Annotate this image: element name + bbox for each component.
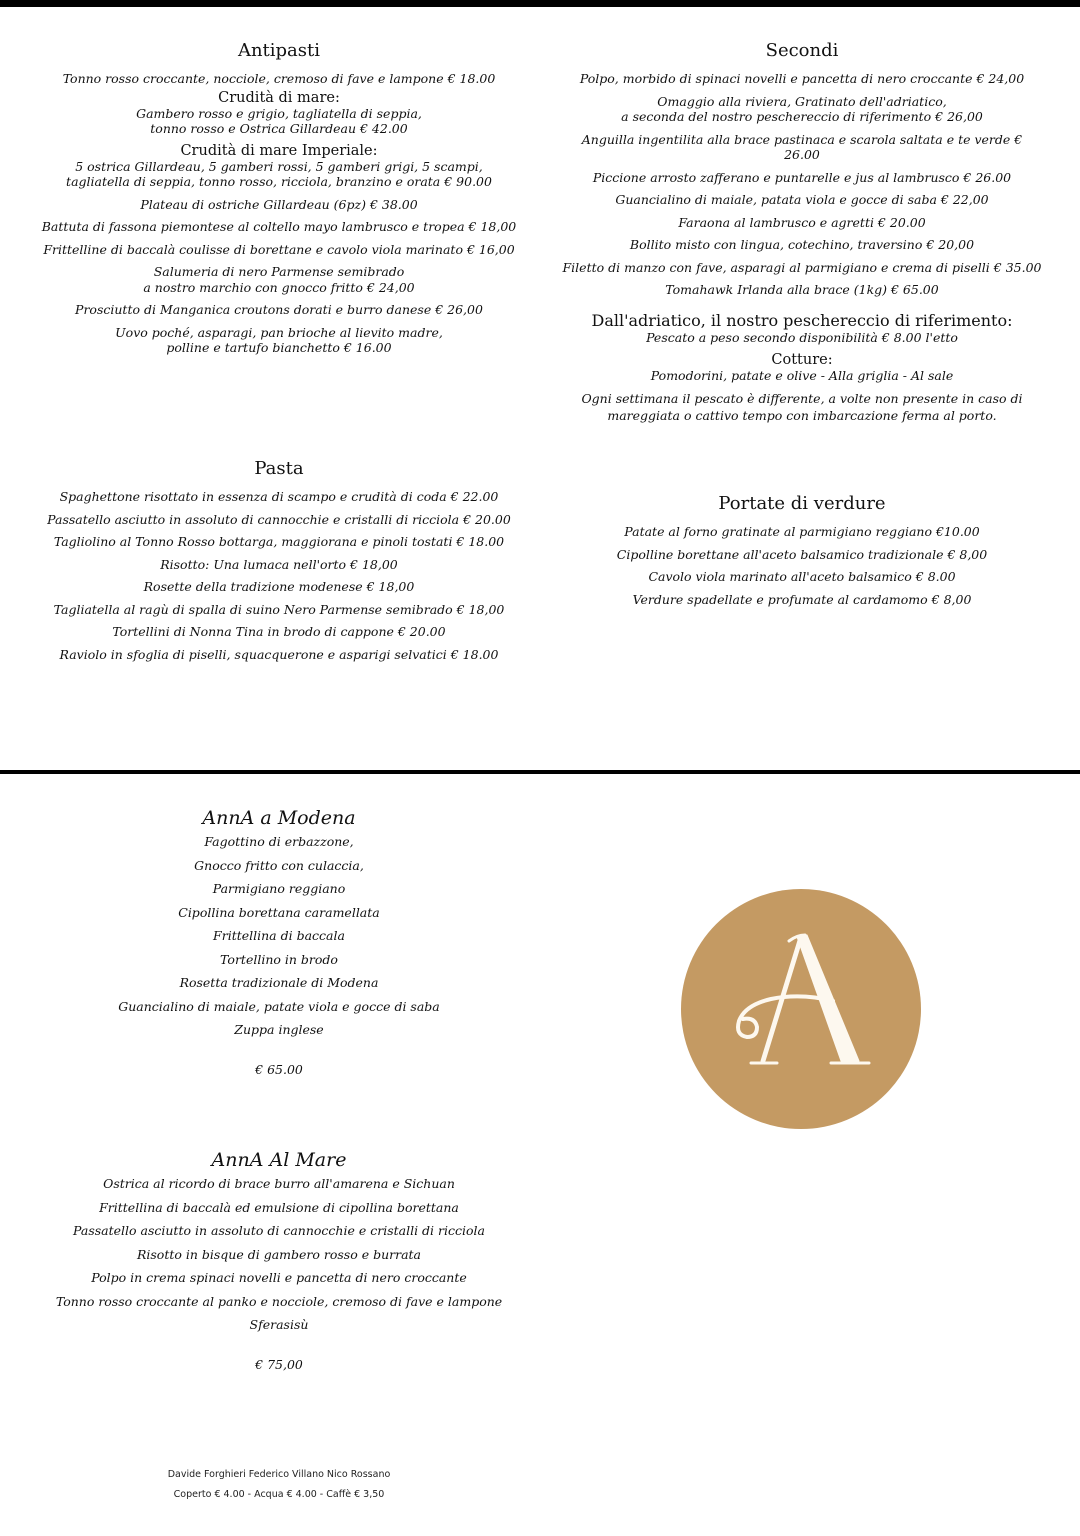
pasta-title: Pasta: [254, 458, 304, 479]
antipasti-section: [40, 40, 518, 356]
menu-item: Filetto di manzo con fave, asparagi al parmigiano e crema di piselli € 35.00: [562, 259, 1042, 275]
crudita-title: Crudità di mare:: [218, 89, 340, 106]
adriatico-title: Dall'adriatico, il nostro peschereccio di riferimento:: [591, 311, 1013, 330]
middle-divider: [0, 770, 1080, 774]
footer: [40, 1469, 518, 1500]
menu-item: Tagliolino al Tonno Rosso bottarga, maggiorana e pinoli tostati € 18.00: [53, 534, 505, 549]
pescato-price: Pescato a peso secondo disponibilità € 8.00 l'etto: [646, 330, 958, 345]
menu-item: Frittellina di baccalà ed emulsione di cipollina borettana: [99, 1199, 459, 1215]
menu-item: Piccione arrosto zafferano e puntarelle e jus al lambrusco € 26.00: [592, 169, 1012, 185]
letter-a-logo-icon: [681, 889, 921, 1129]
menu-item: Faraona al lambrusco e agretti € 20.00: [678, 214, 926, 230]
menu-item: Anguilla ingentilita alla brace pastinaca e scarola saltata e te verde € 26.00: [581, 131, 1023, 162]
menu-item: Tortellino in brodo: [220, 951, 338, 967]
menu-item: Gnocco fritto con culaccia,: [194, 857, 364, 873]
menu-item: Plateau di ostriche Gillardeau (6pz) € 38.00: [140, 196, 418, 212]
menu-item: Frittelline di baccalà coulisse di borettane e cavolo viola marinato € 16,00: [43, 241, 515, 257]
anna-mare-title: AnnA Al Mare: [211, 1149, 347, 1171]
menu-item: Parmigiano reggiano: [212, 881, 346, 896]
menu-item-line: Salumeria di nero Parmense semibrado: [153, 264, 405, 279]
extras-prices: Coperto € 4.00 - Acqua € 4.00 - Caffè € 3,50: [173, 1489, 385, 1500]
menu-item: Tonno rosso croccante, nocciole, cremoso di fave e lampone € 18.00: [62, 71, 496, 86]
menu-item-line: a seconda del nostro peschereccio di riferimento € 26,00: [621, 109, 983, 124]
menu-item: Cipolline borettane all'aceto balsamico tradizionale € 8,00: [616, 546, 988, 562]
anna-modena-title: AnnA a Modena: [202, 807, 356, 829]
menu-item-line: 5 ostrica Gillardeau, 5 gamberi rossi, 5 gamberi grigi, 5 scampi,: [75, 158, 483, 174]
top-divider: [0, 0, 1080, 7]
menu-item: Polpo in crema spinaci novelli e pancetta di nero croccante: [91, 1270, 467, 1285]
menu-item: Zuppa inglese: [234, 1022, 324, 1037]
menu-item: Passatello asciutto in assoluto di cannocchie e cristalli di ricciola: [73, 1223, 485, 1238]
menu-item: Cavolo viola marinato all'aceto balsamico € 8.00: [648, 569, 956, 584]
menu-item: Risotto: Una lumaca nell'orto € 18,00: [160, 556, 398, 572]
menu-item: Tomahawk Irlanda alla brace (1kg) € 65.00: [665, 282, 939, 297]
menu-item: Rosette della tradizione modenese € 18,00: [143, 579, 415, 594]
chefs-names: Davide Forghieri Federico Villano Nico Rossano: [167, 1469, 391, 1480]
menu-item: Frittellina di baccala: [213, 928, 345, 943]
cotture-list: Pomodorini, patate e olive - Alla griglia - Al sale: [650, 367, 954, 383]
menu-item: Ostrica al ricordo di brace burro all'amarena e Sichuan: [103, 1176, 455, 1191]
menu-item: Sferasisù: [249, 1317, 309, 1332]
antipasti-title: Antipasti: [237, 40, 321, 61]
menu-price: € 65.00: [255, 1061, 303, 1077]
menu-item: Polpo, morbido di spinaci novelli e pancetta di nero croccante € 24,00: [579, 71, 1025, 86]
menu-item-line: Uovo poché, asparagi, pan brioche al lievito madre,: [115, 324, 443, 340]
menu-item: Tagliatella al ragù di spalla di suino Nero Parmense semibrado € 18,00: [53, 601, 505, 617]
menu-item: Patate al forno gratinate al parmigiano reggiano €10.00: [624, 524, 980, 539]
pasta-section: [40, 458, 518, 662]
menu-item: Bollito misto con lingua, cotechino, traversino € 20,00: [629, 237, 975, 252]
menu-item-line: tonno rosso e Ostrica Gillardeau € 42.00: [150, 121, 408, 136]
menu-item: Guancialino di maiale, patata viola e gocce di saba € 22,00: [615, 192, 989, 207]
menu-item: Risotto in bisque di gambero rosso e burrata: [136, 1246, 422, 1262]
verdure-title: Portate di verdure: [718, 493, 886, 514]
menu-item-line: polline e tartufo bianchetto € 16.00: [166, 340, 392, 355]
menu-item: Spaghettone risottato in essenza di scampo e crudità di coda € 22.00: [59, 489, 499, 504]
crudita-imperiale-title: Crudità di mare Imperiale:: [180, 142, 378, 159]
menu-item: Guancialino di maiale, patate viola e gocce di saba: [118, 998, 440, 1014]
menu-item-line: Omaggio alla riviera, Gratinato dell'adriatico,: [657, 93, 947, 109]
menu-item: Raviolo in sfoglia di piselli, squacquerone e asparigi selvatici € 18.00: [59, 646, 499, 662]
pescato-note-line: Ogni settimana il pescato è differente, a volte non presente in caso di: [581, 391, 1023, 406]
verdure-section: [562, 493, 1042, 607]
menu-item: Battuta di fassona piemontese al coltello mayo lambrusco e tropea € 18,00: [41, 219, 517, 234]
menu-item: Fagottino di erbazzone,: [204, 834, 354, 849]
menu-item: Prosciutto di Manganica croutons dorati e burro danese € 26,00: [75, 302, 483, 317]
secondi-title: Secondi: [765, 40, 839, 61]
anna-mare-section: [40, 1149, 518, 1372]
pescato-note-line: mareggiata o cattivo tempo con imbarcazione ferma al porto.: [607, 408, 997, 423]
menu-item: Cipollina borettana caramellata: [178, 904, 380, 920]
menu-item-line: tagliatella di seppia, tonno rosso, ricciola, branzino e orata € 90.00: [66, 174, 492, 189]
anna-modena-section: [40, 807, 518, 1077]
menu-item-line: Gambero rosso e grigio, tagliatella di seppia,: [136, 105, 422, 121]
menu-item: Verdure spadellate e profumate al cardamomo € 8,00: [632, 591, 972, 607]
secondi-section: [562, 40, 1042, 298]
menu-item: Tortellini di Nonna Tina in brodo di cappone € 20.00: [112, 624, 446, 639]
cotture-title: Cotture:: [771, 351, 833, 368]
menu-item: Tonno rosso croccante al panko e nocciole, cremoso di fave e lampone: [55, 1293, 503, 1309]
menu-price: € 75,00: [255, 1356, 303, 1372]
menu-item-line: a nostro marchio con gnocco fritto € 24,00: [143, 279, 415, 295]
adriatico-section: [562, 312, 1042, 424]
menu-item: Passatello asciutto in assoluto di cannocchie e cristalli di ricciola € 20.00: [47, 511, 511, 527]
menu-item: Rosetta tradizionale di Modena: [179, 975, 379, 990]
